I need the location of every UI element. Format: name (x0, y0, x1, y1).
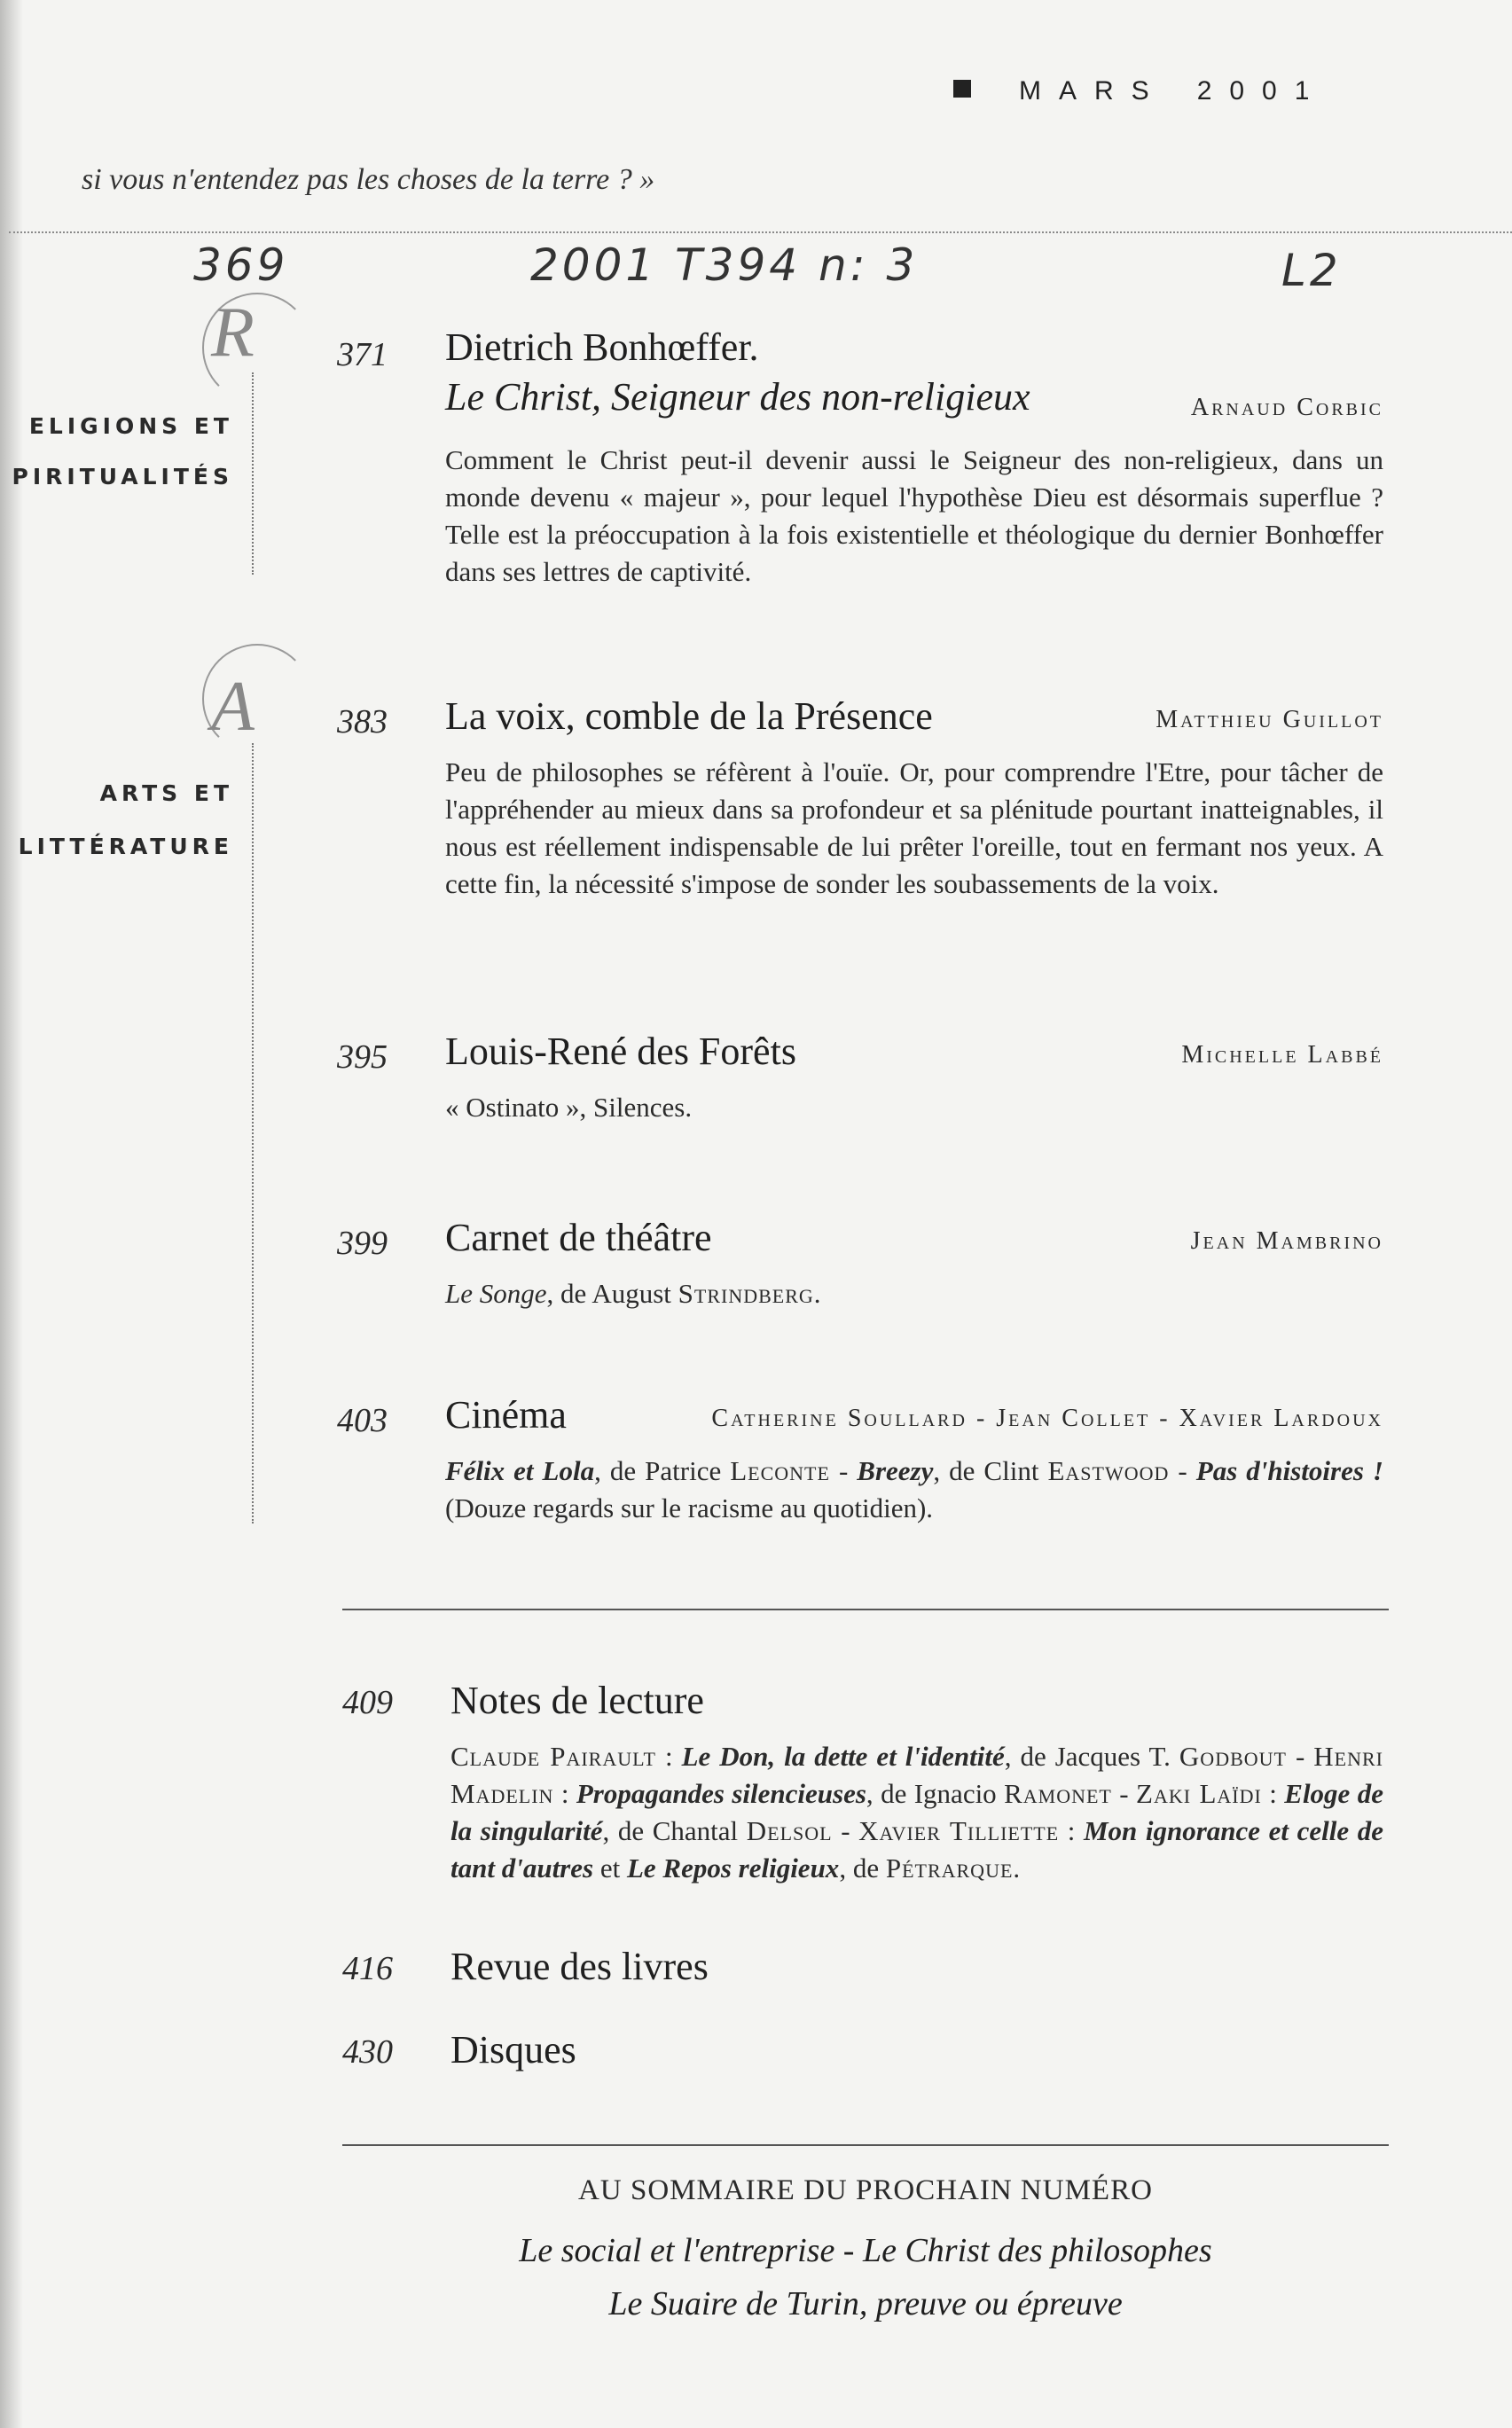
closing-quote: si vous n'entendez pas les choses de la terre ? » (82, 163, 655, 196)
entry-title: Notes de lecture (450, 1679, 704, 1722)
entry-page-number: 395 (337, 1038, 388, 1076)
film-title: Breezy (857, 1455, 934, 1486)
section-r-letter: R (211, 294, 255, 372)
section-r-vertical-rule (252, 372, 254, 575)
book-title: Le Repos religieux (626, 1852, 840, 1884)
entry-page-number: 409 (342, 1684, 393, 1721)
film-title: Félix et Lola (445, 1455, 595, 1486)
next-issue-topics-line2: Le Suaire de Turin, preuve ou épreuve (608, 2285, 1123, 2322)
film-by: , de Clint (933, 1455, 1048, 1486)
book-author: Ramonet (1004, 1778, 1112, 1809)
film-director: Leconte (730, 1455, 830, 1486)
separator: - (832, 1815, 859, 1846)
book-by: , de Chantal (602, 1815, 747, 1846)
section-divider (342, 1609, 1389, 1610)
book-title: Eloge de la singularité (450, 1778, 1383, 1846)
book-by: , de Ignacio (866, 1778, 1005, 1809)
entry-title: Cinéma (445, 1393, 567, 1437)
reviewer: Henri Madelin (450, 1741, 1383, 1809)
book-author: Pétrarque (885, 1852, 1014, 1884)
entry-title: Disques (450, 2028, 576, 2072)
reviewer: Xavier Tilliette (858, 1815, 1060, 1846)
separator: : (1261, 1778, 1285, 1809)
playwright: Strindberg (678, 1278, 814, 1309)
scan-edge (0, 0, 23, 2428)
header-year: 2001 (1196, 76, 1328, 106)
next-issue-topics-line1: Le social et l'entreprise - Le Christ des philosophes (519, 2232, 1212, 2269)
punctuation: . (1013, 1852, 1021, 1884)
film-note: (Douze regards sur le racisme au quotidien). (445, 1492, 934, 1523)
entry-page-number: 383 (337, 703, 388, 740)
section-a-vertical-rule (252, 743, 254, 1523)
dotted-divider (9, 231, 1512, 233)
punctuation: . (813, 1278, 821, 1309)
book-by: , de Jacques T. (1004, 1741, 1179, 1772)
entry-description (445, 1275, 1383, 1312)
entry-title: Revue des livres (450, 1945, 709, 1988)
film-title: Pas d'histoires ! (1195, 1455, 1383, 1486)
entry-page-number: 399 (337, 1225, 388, 1262)
book-by: , de (839, 1852, 886, 1884)
entry-author: Jean Mambrino (1190, 1227, 1383, 1255)
entry-description: Comment le Christ peut-il devenir aussi le Seigneur des non-religieux, dans un monde devenu « majeur », pour lequel l'hypothèse Dieu est désormais superflue ? Telle est la préoccupation à la fois existentielle et théologique du dernier Bonhœffer dans ses lettres de captivité. (445, 444, 1383, 587)
conjunction: et (593, 1852, 627, 1884)
entry-subtitle: Le Christ, Seigneur des non-religieux (445, 375, 1030, 419)
play-title: Le Songe (445, 1278, 547, 1309)
book-author: Godbout (1179, 1741, 1287, 1772)
entry-page-number: 371 (337, 336, 388, 373)
entry-page-number: 430 (342, 2033, 393, 2071)
section-a-label-line1: ARTS ET (99, 780, 233, 806)
entry-description: Peu de philosophes se réfèrent à l'ouïe. Or, pour comprendre l'Etre, pour tâcher de l'appréhender au mieux dans sa profondeur et sa plénitude pourtant inatteignables, il nous est réellement indispensable de lui prêter l'oreille, tout en fermant nos yeux. A cette fin, la nécessité s'impose de sonder les soubassements de la voix. (445, 756, 1383, 899)
entry-description: « Ostinato », Silences. (445, 1092, 693, 1123)
separator: : (655, 1741, 682, 1772)
reviewer: Zaki Laïdi (1136, 1778, 1262, 1809)
entry-author: Matthieu Guillot (1156, 706, 1383, 733)
entry-description (450, 1738, 1383, 1887)
handwritten-number: 369 (193, 239, 289, 291)
reviewer: Claude Pairault (450, 1741, 656, 1772)
entry-author: Arnaud Corbic (1190, 394, 1383, 421)
issue-header (953, 76, 1327, 106)
entry-page-number: 416 (342, 1950, 393, 1987)
film-director: Eastwood (1047, 1455, 1170, 1486)
header-month: MARS (1019, 76, 1167, 106)
book-title: Mon ignorance et celle de tant d'autres (450, 1815, 1383, 1884)
section-a-label-line2: LITTÉRATURE (18, 834, 233, 859)
entry-description (445, 1453, 1383, 1527)
handwritten-reference: 2001 T394 n: 3 (530, 239, 919, 291)
separator: : (553, 1778, 576, 1809)
handwritten-mark: L2 (1281, 245, 1342, 296)
section-r-label-line1: ELIGIONS ET (28, 413, 233, 439)
entry-author: Michelle Labbé (1181, 1041, 1383, 1069)
film-by: , de Patrice (594, 1455, 731, 1486)
book-title: Propagandes silencieuses (576, 1778, 866, 1809)
entry-title: La voix, comble de la Présence (445, 694, 933, 738)
entry-page-number: 403 (337, 1402, 388, 1439)
play-by: , de August (546, 1278, 678, 1309)
separator: : (1059, 1815, 1084, 1846)
separator: - (829, 1455, 858, 1486)
entry-title: Carnet de théâtre (445, 1216, 712, 1259)
header-square-icon (953, 80, 971, 98)
section-a-letter: A (211, 668, 255, 746)
separator: - (1111, 1778, 1137, 1809)
entry-authors: Catherine Soullard - Jean Collet - Xavier Lardoux (711, 1405, 1383, 1432)
book-author: Delsol (746, 1815, 833, 1846)
entry-title: Dietrich Bonhœffer. (445, 325, 759, 369)
next-issue-heading: AU SOMMAIRE DU PROCHAIN NUMÉRO (578, 2174, 1153, 2206)
entry-title: Louis-René des Forêts (445, 1030, 796, 1073)
separator: - (1286, 1741, 1314, 1772)
section-r-label-line2: PIRITUALITÉS (12, 464, 233, 490)
separator: - (1169, 1455, 1196, 1486)
footer-divider (342, 2144, 1389, 2146)
book-title: Le Don, la dette et l'identité (681, 1741, 1005, 1772)
